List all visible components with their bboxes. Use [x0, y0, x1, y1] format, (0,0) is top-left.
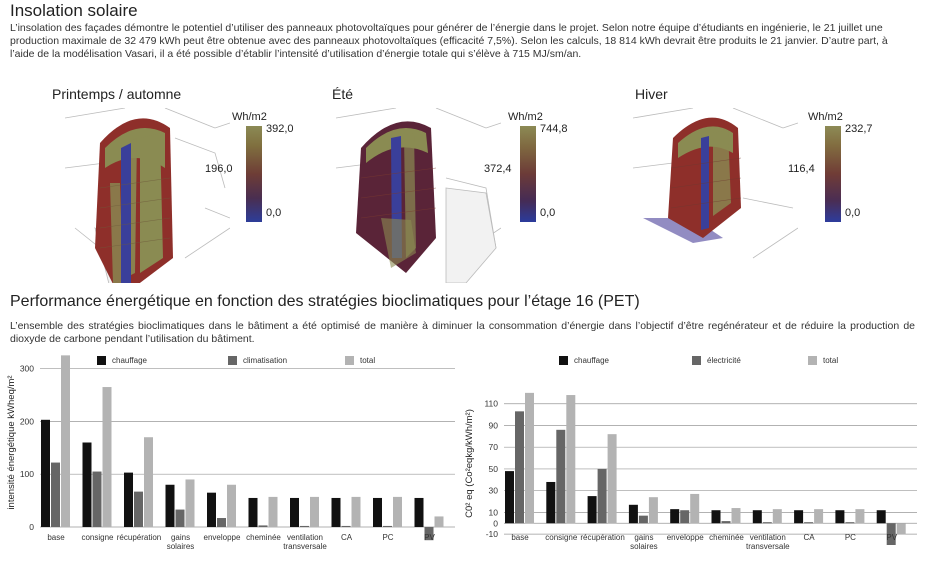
chart1-bar-2-9	[435, 516, 444, 527]
building-render-spring-autumn	[65, 108, 230, 283]
chart2-bar-2-6	[773, 509, 782, 523]
chart2-bar-0-3	[629, 505, 638, 523]
colorbar-mid-spring-autumn: 196,0	[205, 163, 233, 175]
chart1-bar-2-6	[310, 497, 319, 527]
chart2-bar-1-5	[722, 521, 731, 523]
chart2-bar-0-6	[753, 510, 762, 523]
chart2-bar-2-7	[814, 509, 823, 523]
colorbar-unit-summer: Wh/m2	[508, 111, 543, 123]
chart2-y-tick-label: 110	[484, 398, 498, 409]
chart2-bar-0-2	[588, 496, 597, 523]
chart2-bar-2-1	[566, 395, 575, 523]
chart1-bar-0-8	[373, 498, 382, 527]
chart1-bar-0-9	[415, 498, 424, 527]
chart1-bar-0-4	[207, 493, 216, 527]
chart2-y-axis-label: C0² eq (Co²eqkg/kWh/m²)	[464, 409, 475, 518]
chart1-bar-1-5	[259, 525, 268, 527]
chart2-legend-swatch-0	[559, 356, 568, 365]
chart2-category-label: récupération	[580, 533, 625, 542]
chart2-y-tick-label: 90	[488, 420, 498, 431]
chart2-bar-2-3	[649, 497, 658, 523]
chart2-category-label: PV	[886, 533, 898, 542]
chart2-bar-0-7	[794, 510, 803, 523]
chart1-bar-0-2	[124, 473, 133, 527]
chart1-y-tick-label: 0	[29, 522, 34, 532]
chart2-category-label: cheminée	[709, 533, 744, 542]
chart2-category-label: transversale	[746, 542, 790, 551]
chart1-category-label: base	[47, 533, 65, 542]
chart2-legend-swatch-2	[808, 356, 817, 365]
chart2-y-tick-label: 10	[488, 507, 498, 518]
chart2-bar-2-0	[525, 393, 534, 523]
chart1-legend-label-1: climatisation	[243, 356, 288, 365]
chart1-bar-1-1	[93, 472, 102, 527]
chart1-category-label: PV	[424, 533, 435, 542]
chart1-y-tick-label: 100	[19, 469, 34, 480]
colorbar-max-winter: 232,7	[845, 123, 873, 135]
chart2-bar-0-9	[877, 510, 886, 523]
section-title-insolation: Insolation solaire	[10, 1, 138, 20]
chart2-y-tick-label: 0	[493, 518, 498, 529]
chart2-bar-0-8	[835, 510, 844, 523]
chart1-bar-2-0	[61, 355, 70, 527]
chart2-bar-0-1	[546, 482, 555, 523]
chart1-bar-2-7	[352, 497, 361, 527]
chart2-legend-swatch-1	[692, 356, 701, 365]
chart1-y-tick-label: 300	[19, 363, 34, 374]
chart2-legend-label-0: chauffage	[574, 356, 609, 365]
chart1-bar-1-0	[51, 463, 60, 527]
chart1-bar-0-6	[290, 498, 299, 527]
chart1-bar-2-4	[227, 485, 236, 527]
chart2-bar-0-4	[670, 509, 679, 523]
chart2-bar-1-7	[804, 522, 813, 523]
chart1-bar-0-1	[83, 443, 92, 528]
colorbar-spring-autumn	[246, 126, 262, 222]
chart1-bar-1-3	[176, 510, 185, 527]
colorbar-mid-summer: 372,4	[484, 163, 512, 175]
chart1-category-label: enveloppe	[203, 533, 241, 542]
chart1-category-label: consigne	[81, 533, 114, 542]
chart2-category-label: enveloppe	[666, 533, 704, 542]
chart2-bar-0-0	[505, 471, 514, 523]
chart1-bar-0-7	[332, 498, 341, 527]
chart1-category-label: cheminée	[246, 533, 281, 542]
chart2-category-label: CA	[803, 533, 815, 542]
chart2-y-tick-label: -10	[485, 529, 498, 540]
chart2-bar-2-2	[608, 434, 617, 523]
chart1-category-label: solaires	[166, 542, 195, 551]
chart2-bar-1-0	[515, 411, 524, 523]
chart1-legend-swatch-2	[345, 356, 354, 365]
chart1-category-label: récupération	[116, 533, 162, 542]
chart1-category-label: transversale	[283, 542, 327, 551]
chart1-category-label: gains	[170, 533, 191, 542]
chart2-legend-label-2: total	[823, 356, 839, 365]
performance-paragraph: L’ensemble des stratégies bioclimatiques dans le bâtiment a été optimisé de manière à diminuer la consommation d’énergie dans l’objectif d’être regénérateur et de réduire la production de dioxyde de carbone pendant l’utilisation du bâtiment.	[10, 320, 915, 345]
colorbar-max-summer: 744,8	[540, 123, 568, 135]
chart2-bar-2-5	[732, 508, 741, 523]
chart2-bar-1-4	[680, 510, 689, 523]
chart1-bar-1-6	[300, 526, 309, 527]
chart2-category-label: solaires	[630, 542, 658, 551]
chart1-legend-label-0: chauffage	[112, 356, 147, 365]
chart2-category-label: ventilation	[749, 533, 786, 542]
chart1-bar-0-5	[249, 498, 258, 527]
chart2-bar-1-8	[845, 522, 854, 523]
chart1-bar-2-3	[186, 479, 195, 527]
chart1-bar-0-3	[166, 485, 175, 527]
chart2-category-label: base	[511, 533, 529, 542]
chart1-bar-2-2	[144, 437, 153, 527]
chart1-legend-swatch-0	[97, 356, 106, 365]
chart1-legend-label-2: total	[360, 356, 376, 365]
colorbar-min-spring-autumn: 0,0	[266, 207, 282, 219]
season-label-winter: Hiver	[635, 86, 668, 102]
chart2-bar-1-2	[598, 469, 607, 523]
chart2-bar-2-9	[897, 523, 906, 534]
colorbar-mid-winter: 116,4	[788, 163, 815, 175]
chart1-bar-1-2	[134, 492, 143, 527]
chart1-bar-1-8	[383, 526, 392, 527]
chart2-bar-2-4	[690, 494, 699, 523]
chart1-bar-2-8	[393, 497, 402, 527]
season-label-spring-autumn: Printemps / automne	[52, 86, 182, 102]
chart1-y-tick-label: 200	[19, 416, 34, 427]
building-render-winter	[633, 108, 798, 283]
colorbar-summer	[520, 126, 536, 222]
colorbar-min-summer: 0,0	[540, 207, 556, 219]
chart2-bar-2-8	[855, 509, 864, 523]
colorbar-winter	[825, 126, 841, 222]
chart2-bar-0-5	[712, 510, 721, 523]
chart2-category-label: consigne	[545, 533, 578, 542]
chart1-bar-0-0	[41, 420, 50, 527]
chart2-category-label: gains	[634, 533, 654, 542]
chart1-bar-2-1	[103, 387, 112, 527]
season-label-summer: Été	[332, 86, 354, 102]
chart2-bar-1-3	[639, 516, 648, 524]
chart-co2-emissions	[462, 350, 925, 563]
chart2-bar-1-1	[556, 430, 565, 523]
chart2-y-tick-label: 30	[488, 485, 498, 496]
chart1-legend-swatch-1	[228, 356, 237, 365]
colorbar-max-spring-autumn: 392,0	[266, 123, 294, 135]
chart1-category-label: ventilation	[286, 533, 324, 542]
chart2-legend-label-1: électricité	[707, 356, 741, 365]
colorbar-unit-spring-autumn: Wh/m2	[232, 111, 267, 123]
chart1-category-label: PC	[382, 533, 394, 542]
section-title-performance: Performance énergétique en fonction des stratégies bioclimatiques pour l’étage 16 (PET)	[10, 293, 640, 310]
chart1-bar-2-5	[269, 497, 278, 527]
colorbar-min-winter: 0,0	[845, 207, 861, 219]
chart2-bar-1-6	[763, 522, 772, 523]
chart2-y-tick-label: 50	[488, 463, 498, 474]
chart2-y-tick-label: 70	[488, 442, 498, 453]
chart1-bar-1-7	[342, 526, 351, 527]
insolation-paragraph: L’insolation des façades démontre le potentiel d’utiliser des panneaux photovoltaïques pour générer de l’énergie dans le projet. Selon notre équipe d’étudiants en ingénierie, le 21 juillet une production maximale de 32 479 kWh peut être obtenue avec des panneaux photovoltaïques (efficacité 7,5%). Selon les calculs, 18 814 kWh devrait être produits le 21 janvier. D’autre part, à l’aide de la modélisation Vasari, il a été possible d’établir l’intensité d’utilisation d’énergie totale qui s’élève à 715 MJ/sm/an.	[10, 22, 888, 60]
building-render-summer	[336, 108, 501, 283]
colorbar-unit-winter: Wh/m2	[808, 111, 843, 123]
chart-energy-intensity	[0, 350, 462, 563]
chart2-category-label: PC	[844, 533, 856, 542]
chart1-category-label: CA	[340, 533, 353, 542]
chart1-bar-1-4	[217, 518, 226, 527]
chart1-y-axis-label: intensité énergétique kWheq/m²	[6, 375, 17, 510]
